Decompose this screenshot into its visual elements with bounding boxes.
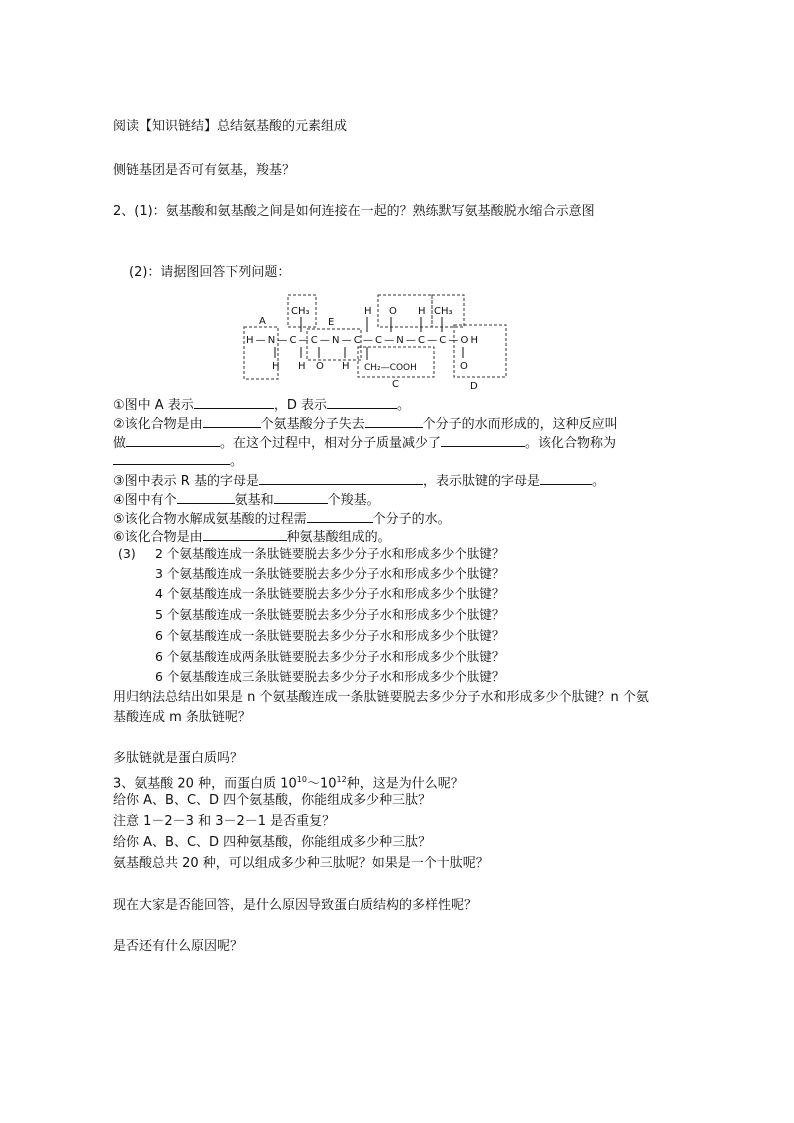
question-2-end: 。: [113, 451, 243, 471]
svg-text:H: H: [418, 306, 426, 317]
part-3-item: 3 个氨基酸连成一条肽链要脱去多少分子水和形成多少个肽键？: [155, 566, 505, 581]
label-e: E: [328, 317, 335, 328]
ch3-right: CH₃: [434, 306, 453, 317]
question-2-1: 2、(1)：氨基酸和氨基酸之间是如何连接在一起的？熟练默写氨基酸脱水缩合示意图: [113, 204, 595, 219]
answer-blank-carboxyl-groups[interactable]: [274, 490, 328, 504]
side-chain: CH₂—COOH: [364, 363, 417, 373]
answer-blank-hydrolysis-water[interactable]: [307, 509, 373, 523]
question-6: ⑥该化合物是由 种氨基酸组成的。: [113, 527, 391, 547]
answer-blank-water-count[interactable]: [365, 414, 423, 428]
svg-text:O: O: [316, 361, 324, 372]
answer-blank-r-group[interactable]: [259, 471, 423, 485]
induction-line-2: 基酸连成 m 条肽链呢？: [113, 710, 251, 725]
tripeptide-question-1: 给你 A、B、C、D 四个氨基酸，你能组成多少种三肽？: [113, 793, 432, 808]
svg-text:O: O: [389, 306, 397, 317]
svg-text:H: H: [272, 361, 280, 372]
label-d: D: [470, 381, 478, 392]
part-3-item: 6 个氨基酸连成三条肽链要脱去多少分子水和形成多少个肽键？: [155, 669, 505, 684]
answer-blank-compound-name[interactable]: [113, 451, 230, 465]
tripeptide-question-3: 氨基酸总共 20 种，可以组成多少种三肽呢？如果是一个十肽呢？: [113, 856, 489, 871]
part-3-heading: (3): [118, 546, 136, 561]
question-5: ⑤该化合物水解成氨基酸的过程需 个分子的水。: [113, 509, 451, 529]
part-3-item: 4 个氨基酸连成一条肽链要脱去多少分子水和形成多少个肽键？: [155, 586, 505, 601]
question-2-cont: 做 。在这个过程中，相对分子质量减少了 。该化合物称为: [113, 433, 616, 453]
question-4: ④图中有个 氨基和 个羧基。: [113, 490, 380, 510]
diversity-question: 3、氨基酸 20 种，而蛋白质 $10^{10}\sim 10^{12}$种，这是为什么呢？: [113, 775, 464, 792]
answer-blank-reaction[interactable]: [126, 433, 220, 447]
answer-blank-amino-groups[interactable]: [177, 490, 235, 504]
part-3-item: 6 个氨基酸连成一条肽链要脱去多少分子水和形成多少个肽键？: [155, 628, 505, 643]
ch3-left: CH₃: [291, 306, 310, 317]
part-3-item: 5 个氨基酸连成一条肽链要脱去多少分子水和形成多少个肽键？: [155, 607, 505, 622]
svg-text:O: O: [460, 361, 468, 372]
intro-line-1: 阅读【知识链结】总结氨基酸的元素组成: [113, 119, 348, 134]
label-a: A: [259, 316, 266, 327]
answer-blank-a[interactable]: [194, 395, 274, 409]
part-3-item: 6 个氨基酸连成两条肽链要脱去多少分子水和形成多少个肽键？: [155, 649, 505, 664]
answer-blank-peptide-bond[interactable]: [540, 471, 592, 485]
answer-blank-mass[interactable]: [441, 433, 525, 447]
svg-text:H: H: [342, 361, 350, 372]
answer-blank-amino-count[interactable]: [203, 414, 261, 428]
answer-blank-d[interactable]: [327, 395, 397, 409]
label-c: C: [392, 379, 399, 390]
svg-text:H: H: [364, 306, 372, 317]
repeat-note: 注意 1－2－3 和 3－2－1 是否重复？: [113, 814, 336, 829]
diversity-reason-question: 现在大家是否能回答，是什么原因导致蛋白质结构的多样性呢？: [113, 898, 478, 913]
intro-line-2: 侧链基团是否可有氨基，羧基？: [113, 163, 296, 178]
question-2: ②该化合物是由 个氨基酸分子失去 个分子的水而形成的，这种反应叫: [113, 414, 618, 434]
main-chain: H—N—C—C—N—C—C—N—C—C—OH: [246, 335, 478, 346]
question-1: ①图中 A 表示 ，D 表示 。: [113, 395, 410, 415]
other-reason-question: 是否还有什么原因呢？: [113, 939, 244, 954]
polypeptide-question: 多肽链就是蛋白质吗？: [113, 751, 244, 766]
question-3: ③图中表示 R 基的字母是 ，表示肽键的字母是 。: [113, 471, 605, 491]
tripeptide-question-2: 给你 A、B、C、D 四种氨基酸，你能组成多少种三肽？: [113, 835, 432, 850]
induction-line-1: 用归纳法总结出如果是 n 个氨基酸连成一条肽链要脱去多少分子水和形成多少个肽键？n 个氨: [113, 690, 649, 705]
question-2-2-heading: (2)：请据图回答下列问题：: [129, 265, 291, 280]
svg-text:H: H: [298, 361, 306, 372]
answer-blank-amino-kinds[interactable]: [203, 527, 287, 541]
peptide-diagram: [236, 292, 511, 392]
part-3-item: 2 个氨基酸连成一条肽链要脱去多少分子水和形成多少个肽键？: [155, 546, 505, 561]
